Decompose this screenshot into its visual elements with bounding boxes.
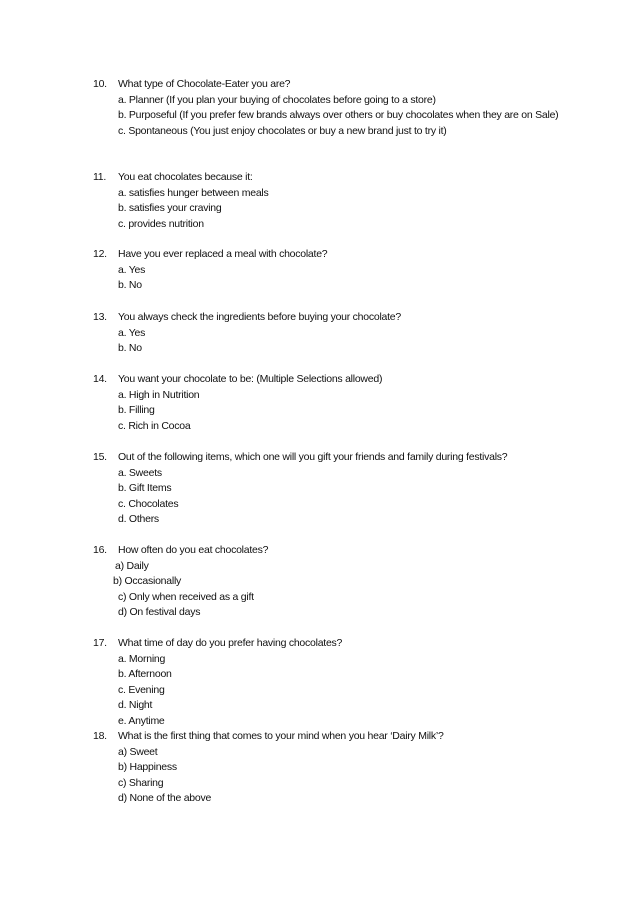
option-e: e. Anytime [118, 714, 165, 727]
option-a: a. Yes [118, 263, 146, 276]
question-number: 10. [93, 78, 107, 90]
question-14 [93, 372, 593, 434]
question-16 [93, 543, 593, 621]
question-number: 16. [93, 544, 107, 556]
option-b: b. No [118, 342, 142, 355]
option-a: a) Sweet [118, 745, 158, 758]
option-c: c) Only when received as a gift [118, 590, 254, 603]
question-number: 14. [93, 373, 107, 385]
question-text: What type of Chocolate-Eater you are? [118, 78, 291, 90]
question-number: 12. [93, 248, 107, 260]
question-text: Out of the following items, which one will you gift your friends and family during festivals? [118, 451, 508, 463]
option-a: a. Sweets [118, 466, 162, 479]
question-15 [93, 450, 593, 528]
option-a: a. Morning [118, 652, 166, 665]
option-a: a. Planner (If you plan your buying of chocolates before going to a store) [118, 93, 436, 106]
option-d: d) On festival days [118, 606, 201, 619]
option-c: c) Sharing [118, 776, 164, 789]
question-12 [93, 247, 593, 294]
option-d: d. Night [118, 699, 153, 712]
question-11 [93, 170, 593, 232]
option-a: a) Daily [115, 559, 149, 572]
option-c: c. Spontaneous (You just enjoy chocolates or buy a new brand just to try it) [118, 124, 447, 137]
option-b: b. Gift Items [118, 482, 172, 495]
option-c: c. Rich in Cocoa [118, 419, 191, 432]
question-text: You eat chocolates because it: [118, 171, 253, 183]
option-b: b. Purposeful (If you prefer few brands always over others or buy chocolates when they are on Sale) [118, 109, 559, 122]
question-text: You want your chocolate to be: (Multiple Selections allowed) [118, 373, 383, 385]
option-c: c. Evening [118, 683, 165, 696]
question-13 [93, 310, 593, 357]
option-b: b. Filling [118, 404, 155, 417]
question-text: You always check the ingredients before buying your chocolate? [118, 311, 401, 323]
option-d: d. Others [118, 513, 159, 526]
question-17 [93, 636, 593, 730]
option-d: d) None of the above [118, 792, 212, 805]
question-number: 11. [93, 171, 107, 183]
option-c: c. provides nutrition [118, 217, 204, 230]
option-a: a. satisfies hunger between meals [118, 186, 269, 199]
question-text: What time of day do you prefer having chocolates? [118, 637, 343, 649]
question-number: 18. [93, 730, 107, 742]
question-18 [93, 729, 593, 807]
option-b: b. No [118, 279, 142, 292]
question-number: 17. [93, 637, 107, 649]
option-a: a. High in Nutrition [118, 388, 200, 401]
question-10 [93, 77, 593, 139]
option-a: a. Yes [118, 326, 146, 339]
question-number: 15. [93, 451, 107, 463]
question-text: How often do you eat chocolates? [118, 544, 269, 556]
option-b: b. Afternoon [118, 668, 172, 681]
question-number: 13. [93, 311, 107, 323]
question-text: Have you ever replaced a meal with chocolate? [118, 248, 328, 260]
option-b: b. satisfies your craving [118, 202, 222, 215]
question-text: What is the first thing that comes to your mind when you hear ‘Dairy Milk’? [118, 730, 444, 742]
option-b: b) Occasionally [113, 575, 182, 588]
option-b: b) Happiness [118, 761, 177, 774]
option-c: c. Chocolates [118, 497, 179, 510]
